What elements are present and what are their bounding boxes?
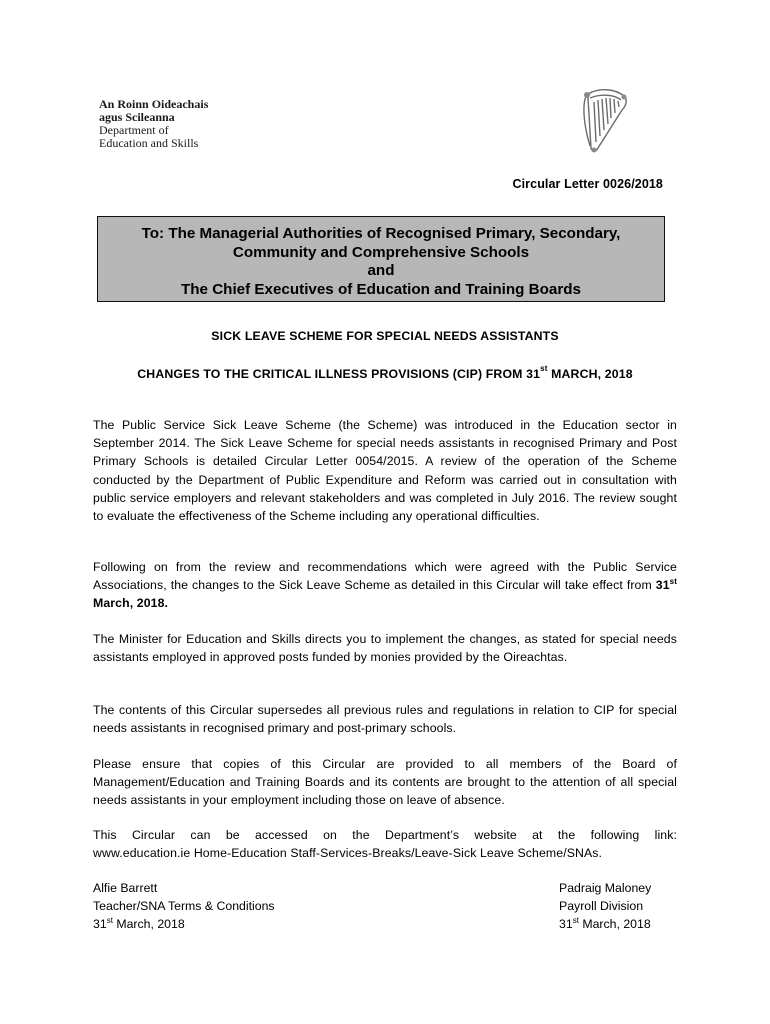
signatory-right: [559, 879, 651, 933]
addressee-line1: To: The Managerial Authorities of Recognised Primary, Secondary,: [141, 225, 621, 242]
p2-text: Following on from the review and recommendations which were agreed with the Public Service Associations, the changes to the Sick Leave Scheme as detailed in this Circular will take effect from: [93, 560, 677, 593]
harp-icon: [578, 86, 632, 156]
signatory-left-role: Teacher/SNA Terms & Conditions: [93, 899, 275, 913]
paragraph-intro: The Public Service Sick Leave Scheme (the Scheme) was introduced in the Education sector in September 2014. The Sick Leave Scheme for special needs assistants in recognised Primary and Post Primary Schools is detailed Circular Letter 0054/2015. A review of the operation of the Scheme conducted by the Department of Public Expenditure and Reform was carried out in consultation with public service employers and relevant stakeholders and was completed in July 2016. The review sought to evaluate the effectiveness of the Scheme including any operational difficulties.: [93, 418, 677, 524]
dept-english-line1: Department of: [99, 123, 169, 137]
addressee-line2: Community and Comprehensive Schools: [232, 243, 530, 261]
addressee-line3: and: [367, 262, 395, 280]
right-date-sup: st: [572, 916, 579, 925]
signatory-left-name: Alfie Barrett: [93, 881, 158, 895]
paragraph-minister: The Minister for Education and Skills directs you to implement the changes, as stated for special needs assistants employed in approved posts funded by monies provided by the Oireachtas.: [93, 632, 677, 665]
subtitle-after: MARCH, 2018: [547, 367, 633, 381]
signatory-left-date: [93, 915, 275, 933]
circular-reference: Circular Letter 0026/2018: [512, 177, 663, 191]
addressee-line4: The Chief Executives of Education and Training Boards: [180, 280, 581, 298]
dept-irish-line1: An Roinn Oideachais: [99, 97, 209, 111]
signatory-right-name: Padraig Maloney: [559, 881, 652, 895]
dept-english-line2: Education and Skills: [99, 136, 199, 150]
dept-irish-line2: agus Scileanna: [99, 110, 175, 124]
p6-line1: This Circular can be accessed on the Department’s website at the following link:: [93, 828, 677, 842]
p2-date-sup: st: [669, 577, 677, 587]
left-date-day: 31: [93, 917, 107, 931]
p2-date-rest: March, 2018.: [93, 596, 169, 611]
paragraph-effective-date: [93, 558, 677, 613]
paragraph-website: [93, 826, 677, 862]
signatory-right-date: [559, 915, 651, 933]
subtitle-sup: st: [540, 364, 548, 373]
subtitle-before: CHANGES TO THE CRITICAL ILLNESS PROVISIONS (CIP) FROM 31: [137, 367, 541, 381]
addressee-box: [97, 216, 665, 302]
paragraph-copies: Please ensure that copies of this Circular are provided to all members of the Board of Management/Education and Training Boards and its contents are brought to the attention of all special needs assistants in your employment including those on leave of absence.: [93, 757, 677, 808]
left-date-rest: March, 2018: [112, 917, 185, 931]
left-date-sup: st: [106, 916, 113, 925]
right-date-day: 31: [559, 917, 573, 931]
signatory-right-role: Payroll Division: [559, 899, 644, 913]
p2-date-day: 31: [655, 578, 670, 593]
document-subtitle: [0, 364, 770, 381]
document-title: SICK LEAVE SCHEME FOR SPECIAL NEEDS ASSISTANTS: [211, 329, 559, 343]
signatory-left: [93, 879, 275, 933]
department-logo-text: [99, 98, 259, 150]
paragraph-supersedes: The contents of this Circular supersedes all previous rules and regulations in relation to CIP for special needs assistants in recognised primary and post-primary schools.: [93, 703, 677, 736]
right-date-rest: March, 2018: [578, 917, 651, 931]
website-link[interactable]: www.education.ie Home-Education Staff-Services-Breaks/Leave-Sick Leave Scheme/SNAs.: [93, 846, 603, 861]
